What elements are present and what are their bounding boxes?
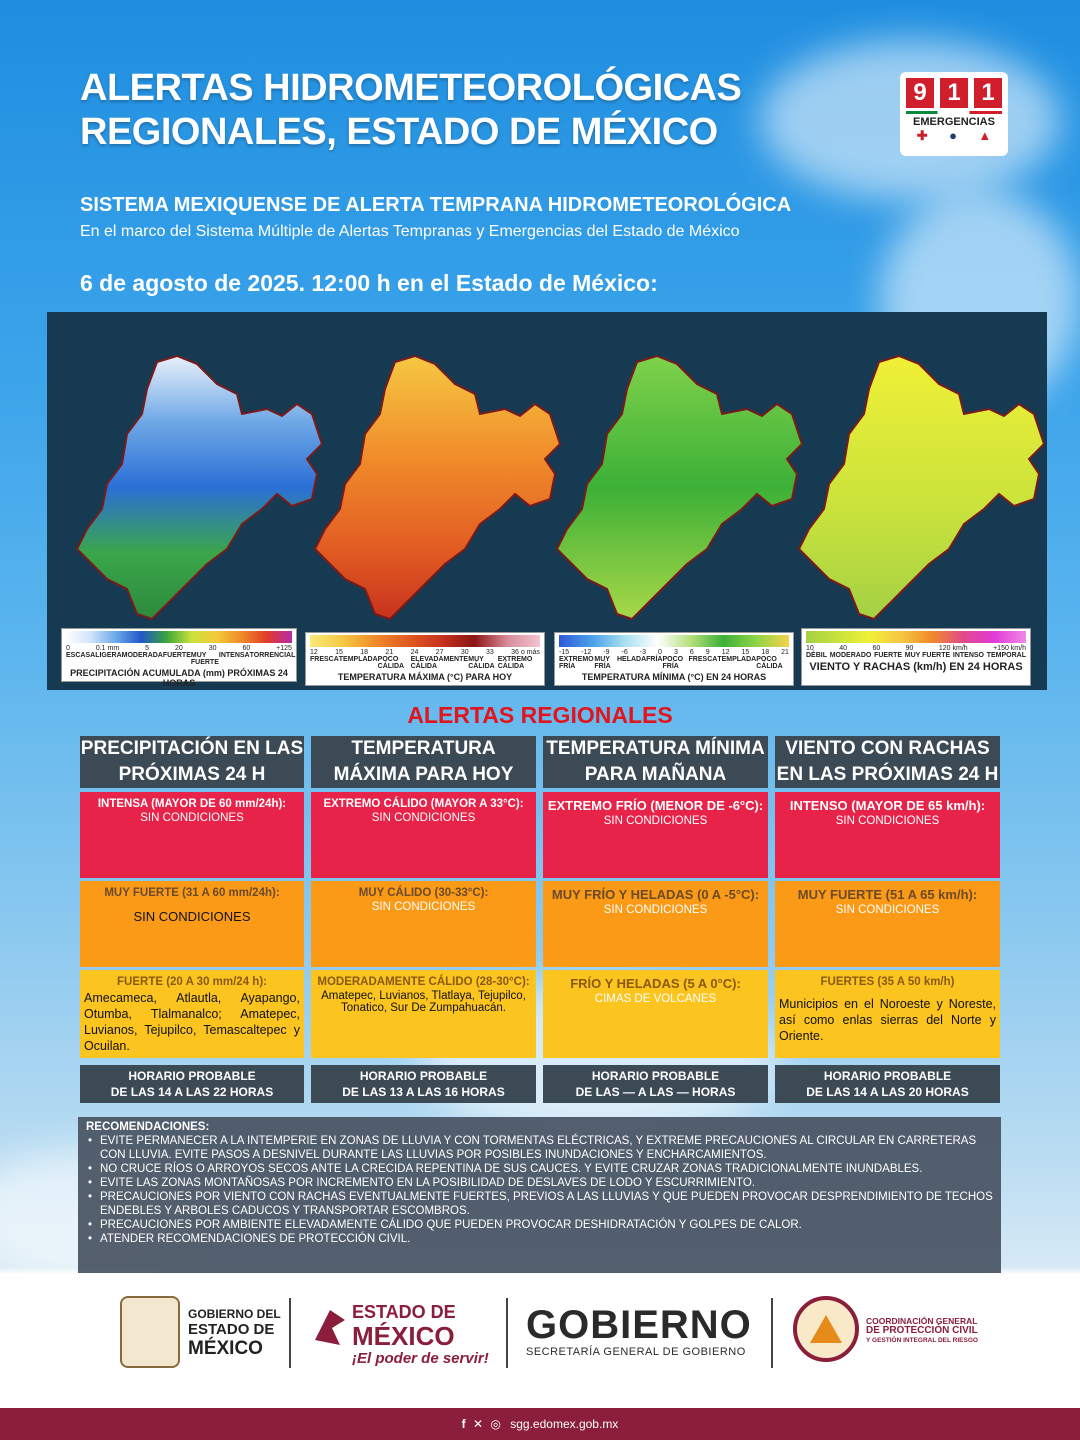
social-url-link[interactable]: sgg.edomex.gob.mx (510, 1417, 619, 1431)
column-header-wind: VIENTO CON RACHAS EN LAS PRÓXIMAS 24 H (775, 736, 1000, 788)
gob-edomex-logo-text: GOBIERNO DEL ESTADO DE MÉXICO (188, 1307, 281, 1359)
horario-min-temp: HORARIO PROBABLE DE LAS — A LAS — HORAS (543, 1065, 768, 1103)
map-precipitation (77, 356, 322, 619)
instagram-icon[interactable]: ◎ (490, 1417, 501, 1431)
logo-digit: 9 (906, 78, 934, 108)
alert-yellow-min-temp: FRÍO Y HELADAS (5 A 0°C): CIMAS DE VOLCANES (543, 970, 768, 1058)
map-max-temperature (315, 356, 560, 619)
x-icon[interactable]: ✕ (473, 1417, 484, 1431)
subtitle: SISTEMA MEXIQUENSE DE ALERTA TEMPRANA HIDROMETEOROLÓGICA (80, 194, 792, 216)
legend-ticks: -15 -12 -9 -6 -3 0 3 6 9 12 15 18 21 (559, 649, 789, 656)
cross-icon: ✚ (916, 128, 928, 143)
horario-precipitation: HORARIO PROBABLE DE LAS 14 A LAS 22 HORAS (80, 1065, 304, 1103)
police-icon: ● (949, 128, 957, 143)
report-date: 6 de agosto de 2025. 12:00 h en el Estado de México: (80, 270, 658, 296)
map-wind (799, 356, 1044, 619)
sgg-logo-text: GOBIERNO SECRETARÍA GENERAL DE GOBIERNO (526, 1303, 752, 1358)
title-line-1: ALERTAS HIDROMETEOROLÓGICAS (80, 67, 742, 109)
legend-title: PRECIPITACIÓN ACUMULADA (mm) PRÓXIMAS 24 HORAS (70, 668, 288, 688)
alert-red-min-temp: EXTREMO FRÍO (MENOR DE -6°C): SIN CONDICIONES (543, 792, 768, 878)
legend-precipitation (61, 628, 297, 688)
alerts-title: ALERTAS REGIONALES (407, 702, 673, 728)
proteccion-civil-icon (793, 1296, 859, 1362)
alert-red-max-temp: EXTREMO CÁLIDO (MAYOR A 33°C): SIN CONDICIONES (311, 792, 536, 878)
legend-categories: EXTREMO FRÍA MUY FRÍA HELADA FRÍA POCO FRÍA FRESCA TEMPLADA POCO CÁLIDA (559, 656, 783, 670)
footer-logos (0, 1274, 1080, 1406)
recommendation-item: • EVITE PERMANECER A LA INTEMPERIE EN ZONAS DE LLUVIA Y CON TORMENTAS ELÉCTRICAS, Y EXTREME PRECAUCIONES AL CIRCULAR EN CARRETERAS CON LLUVIA. EVITE PASOS A DESNIVEL DURANTE LAS LLUVIAS POR POSIBLES INUNDACIONES Y ENCHARCAMIENTOS. (86, 1134, 993, 1162)
legend-ticks: 12 15 18 21 24 27 30 33 36 o más (310, 649, 540, 656)
facebook-icon[interactable]: f (461, 1417, 466, 1431)
recommendation-item: • EVITE LAS ZONAS MONTAÑOSAS POR INCREMENTO EN LA POSIBILIDAD DE DESLAVES DE LODO Y ESCURRIMIENTO. (86, 1176, 993, 1190)
column-header-max-temp: TEMPERATURA MÁXIMA PARA HOY (311, 736, 536, 788)
alert-yellow-precipitation: FUERTE (20 A 30 mm/24 h): Amecameca, Atlautla, Ayapango, Otumba, Tlalmanalco; Amatepec, Luvianos, Tejupilco, Temascaltepec y Ocuilan. (80, 970, 304, 1058)
recommendations-panel (78, 1117, 1001, 1273)
coat-of-arms-icon (120, 1296, 180, 1368)
column-header-precipitation: PRECIPITACIÓN EN LAS PRÓXIMAS 24 H (80, 736, 304, 788)
recommendation-item: • ATENDER RECOMENDACIONES DE PROTECCIÓN CIVIL. (86, 1232, 993, 1246)
logo-digit: 1 (974, 78, 1002, 108)
proteccion-civil-text: COORDINACIÓN GENERAL DE PROTECCIÓN CIVIL Y GESTIÓN INTEGRAL DEL RIESGO (866, 1316, 978, 1344)
alert-orange-precipitation: MUY FUERTE (31 A 60 mm/24h): SIN CONDICIONES (80, 881, 304, 967)
legend-categories: DÉBIL MODERADO FUERTE MUY FUERTE INTENSO TEMPORAL (806, 652, 1026, 659)
legend-wind (801, 628, 1031, 686)
edomex-brand-text: ESTADO DE MÉXICO ¡El poder de servir! (352, 1302, 489, 1367)
legend-categories: ESCASA LIGERA MODERADA FUERTE MUY FUERTE INTENSA TORRENCIAL (66, 652, 296, 666)
legend-max-temperature (305, 632, 545, 686)
subtitle-framework: En el marco del Sistema Múltiple de Alertas Tempranas y Emergencias del Estado de México (80, 223, 740, 240)
recommendation-item: • PRECAUCIONES POR VIENTO CON RACHAS EVENTUALMENTE FUERTES, PREVIOS A LAS LLUVIAS Y QUE PUEDEN PROVOCAR DESPRENDIMIENTO DE TECHOS ENDEBLES Y ARBOLES CADUCOS Y TRANSPORTAR ESCOMBROS. (86, 1190, 993, 1218)
alert-orange-wind: MUY FUERTE (51 A 65 km/h): SIN CONDICIONES (775, 881, 1000, 967)
recommendations-title: RECOMENDACIONES: (86, 1121, 210, 1133)
alert-yellow-wind: FUERTES (35 A 50 km/h) Municipios en el Noroeste y Noreste, así como enlas sierras del Norte y Oriente. (775, 970, 1000, 1058)
alert-red-wind: INTENSO (MAYOR DE 65 km/h): SIN CONDICIONES (775, 792, 1000, 878)
horario-max-temp: HORARIO PROBABLE DE LAS 13 A LAS 16 HORAS (311, 1065, 536, 1103)
alert-red-precipitation: INTENSA (MAYOR DE 60 mm/24h): SIN CONDICIONES (80, 792, 304, 878)
legend-categories: FRESCA TEMPLADA POCO CÁLIDA ELEVADAMENTE CÁLIDA MUY CÁLIDA EXTREMO CÁLIDA (310, 656, 533, 670)
alert-orange-max-temp: MUY CÁLIDO (30-33°C): SIN CONDICIONES (311, 881, 536, 967)
horario-wind: HORARIO PROBABLE DE LAS 14 A LAS 20 HORAS (775, 1065, 1000, 1103)
legend-ticks: 10 40 60 90 120 km/h +150 km/h (806, 645, 1026, 652)
alert-yellow-max-temp: MODERADAMENTE CÁLIDO (28-30°C): Amatepec, Luvianos, Tlatlaya, Tejupilco, Tonatico, Sur De Zumpahuacán. (311, 970, 536, 1058)
map-min-temperature (557, 356, 802, 619)
legend-title: TEMPERATURA MÁXIMA (°C) PARA HOY (337, 672, 513, 682)
logo-911-label: EMERGENCIAS (913, 116, 995, 128)
title-line-2: REGIONALES, ESTADO DE MÉXICO (80, 111, 718, 153)
legend-min-temperature (554, 632, 794, 686)
page-title (80, 66, 860, 154)
social-bar (0, 1408, 1080, 1440)
legend-title: TEMPERATURA MÍNIMA (°C) EN 24 HORAS (581, 672, 767, 682)
logo-911 (900, 72, 1008, 156)
legend-ticks: 0 0.1 mm 5 20 30 60 +125 (66, 645, 292, 652)
legend-title: VIENTO Y RACHAS (km/h) EN 24 HORAS (809, 661, 1023, 673)
logo-digit: 1 (940, 78, 968, 108)
hummingbird-icon (310, 1300, 350, 1350)
recommendation-item: • NO CRUCE RÍOS O ARROYOS SECOS ANTE LA CRECIDA REPENTINA DE SUS CAUCES. Y EVITE CRUZAR ZONAS TRADICIONALMENTE INUNDABLES. (86, 1162, 993, 1176)
alert-orange-min-temp: MUY FRÍO Y HELADAS (0 A -5°C): SIN CONDICIONES (543, 881, 768, 967)
fire-icon: ▲ (978, 128, 992, 143)
column-header-min-temp: TEMPERATURA MÍNIMA PARA MAÑANA (543, 736, 768, 788)
recommendation-item: • PRECAUCIONES POR AMBIENTE ELEVADAMENTE CÁLIDO QUE PUEDEN PROVOCAR DESHIDRATACIÓN Y GOLPES DE CALOR. (86, 1218, 993, 1232)
